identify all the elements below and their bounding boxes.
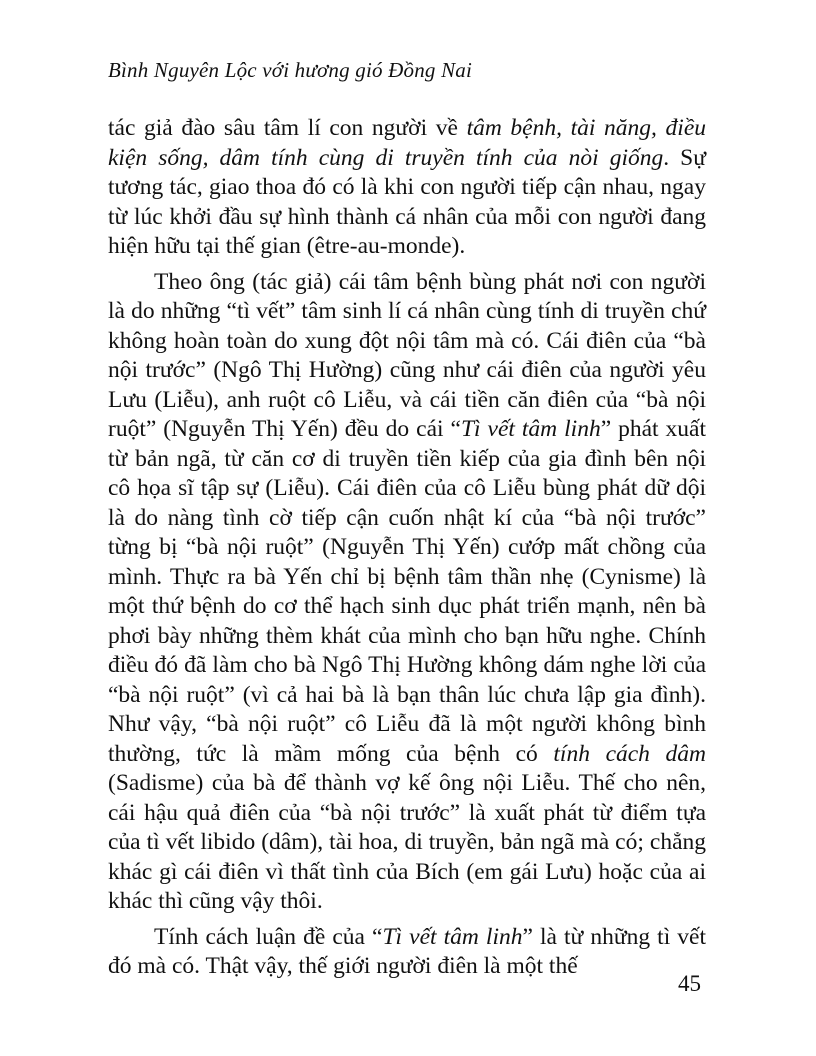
text-segment: Tính cách luận đề của “ <box>154 923 383 950</box>
text-segment: (Sadisme) của bà để thành vợ kế ông nội Liễu. Thế cho nên, cái hậu quả điên của “bà nội trước” là xuất phát từ điểm tựa của tì vết libido (dâm), tài hoa, di truyền, bản ngã mà có; chẳng khác gì cái điên vì thất tình của Bích (em gái Lưu) hoặc của ai khác thì cũng vậy thôi. <box>108 770 706 914</box>
text-segment: ” phát xuất từ bản ngã, từ căn cơ di truyền tiền kiếp của gia đình bên nội cô họa sĩ tập sự (Liễu). Cái điên của cô Liễu bùng phát dữ dội là do nàng tình cờ tiếp cận cuốn nhật kí của “bà nội trước” từng bị “bà nội ruột” (Nguyễn Thị Yến) cướp mất chồng của mình. Thực ra bà Yến chỉ bị bệnh tâm thần nhẹ (Cynisme) là một thứ bệnh do cơ thể hạch sinh dục phát triển mạnh, nên bà phơi bày những thèm khát của mình cho bạn hữu nghe. Chính điều đó đã làm cho bà Ngô Thị Hường không dám nghe lời của “bà nội ruột” (vì cả hai bà là bạn thân lúc chưa lập gia đình). Như vậy, “bà nội ruột” cô Liễu đã là một người không bình thường, tức là mầm mống của bệnh có <box>108 416 707 767</box>
text-segment: Theo ông (tác giả) cái tâm bệnh bùng phát nơi con người là do những “tì vết” tâm sinh lí cá nhân cùng tính di truyền chứ không hoàn toàn do xung đột nội tâm mà có. Cái điên của “bà nội trước” (Ngô Thị Hường) cũng như cái điên của người yêu Lưu (Liễu), anh ruột cô Liễu, và cái tiền căn điên của “bà nội ruột” (Nguyễn Thị Yến) đều do cái “ <box>108 268 706 442</box>
italic-text-segment: tâm bệnh, tài năng, điều kiện sống, dâm tính cùng di truyền tính của nòi giống <box>108 115 706 171</box>
paragraph <box>108 268 706 917</box>
page-number: 45 <box>678 971 701 996</box>
body-text <box>108 114 706 988</box>
text-segment: . Sự tương tác, giao thoa đó có là khi con người tiếp cận nhau, ngay từ lúc khởi đầu sự hình thành cá nhân của mỗi con người đang hiện hữu tại thế gian (être-au-monde). <box>108 144 706 259</box>
text-segment: tác giả đào sâu tâm lí con người về <box>108 115 467 141</box>
running-header: Bình Nguyên Lộc với hương gió Đồng Nai <box>108 58 473 82</box>
paragraph <box>108 114 706 262</box>
italic-text-segment: Tì vết tâm linh <box>460 416 601 442</box>
italic-text-segment: Tì vết tâm linh <box>382 923 523 950</box>
text-segment: ” là từ những tì vết đó mà có. Thật vậy, thế giới người điên là một thế <box>108 923 706 979</box>
paragraph <box>108 923 706 982</box>
italic-text-segment: tính cách dâm <box>553 740 707 767</box>
